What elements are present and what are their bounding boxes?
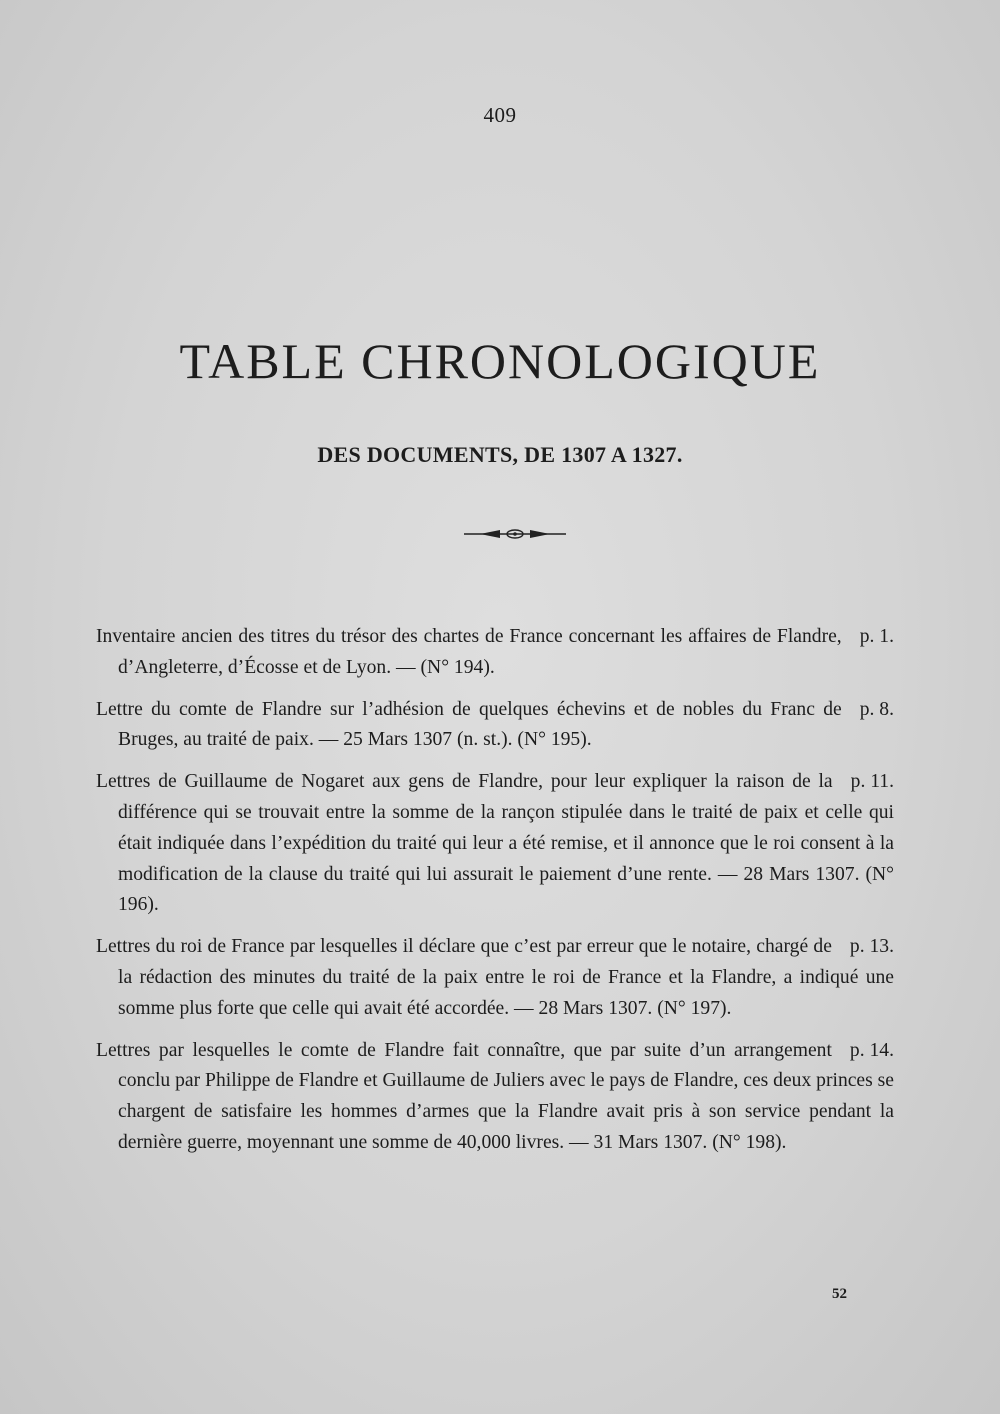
page-reference: p. 8. [859, 698, 894, 720]
entry-text: Lettre du comte de Flandre sur l’adhésion de quelques échevins et de nobles du Franc de Bruges, au traité de paix. — 25 Mars 1307 (n. st.). (N° 195). [96, 698, 842, 751]
entry-text: Lettres du roi de France par lesquelles il déclare que c’est par erreur que le notaire, chargé de la rédaction des minutes du traité de la paix entre le roi de France et la Flandre, a indiqué une somme plus forte que celle qui avait été accordée. — 28 Mars 1307. (N° 197). [96, 936, 894, 1019]
entry-text: Lettres par lesquelles le comte de Flandre fait connaître, que par suite d’un arrangement conclu par Philippe de Flandre et Guillaume de Juliers avec le pays de Flandre, ces deux princes se chargent de satisfaire les hommes d’armes que la Flandre avait pris à son service pendant la dernière guerre, moyennant une somme de 40,000 livres. — 31 Mars 1307. (N° 198). [96, 1039, 894, 1153]
list-item [96, 932, 894, 1024]
list-item [96, 622, 894, 684]
page-reference: p. 14. [849, 1039, 894, 1061]
page-subtitle: DES DOCUMENTS, DE 1307 A 1327. [317, 442, 683, 467]
chronological-entries [96, 622, 894, 1170]
page-reference: p. 13. [849, 936, 894, 958]
entry-text: Lettres de Guillaume de Nogaret aux gens de Flandre, pour leur expliquer la raison de la différence qui se trouvait entre la somme de la rançon stipulée dans le traité de paix et celle qui était indiquée dans l’expédition du traité qui leur a été remise, et il annonce que le roi consent à la modification de la clause du traité qui lui assurait le paiement d’une rente. — 28 Mars 1307. (N° 196). [96, 771, 894, 916]
page-number: 409 [483, 103, 517, 127]
list-item [96, 1036, 894, 1159]
page-title: TABLE CHRONOLOGIQUE [179, 333, 821, 389]
signature-mark: 52 [832, 1286, 847, 1302]
page-reference: p. 1. [859, 626, 894, 647]
ornament-divider [460, 522, 570, 546]
entry-text: Inventaire ancien des titres du trésor des chartes de France concernant les affaires de Flandre, d’Angleterre, d’Écosse et de Lyon. — (N° 194). [96, 626, 842, 678]
list-item [96, 767, 894, 921]
page-reference: p. 11. [850, 771, 894, 793]
list-item [96, 695, 894, 757]
